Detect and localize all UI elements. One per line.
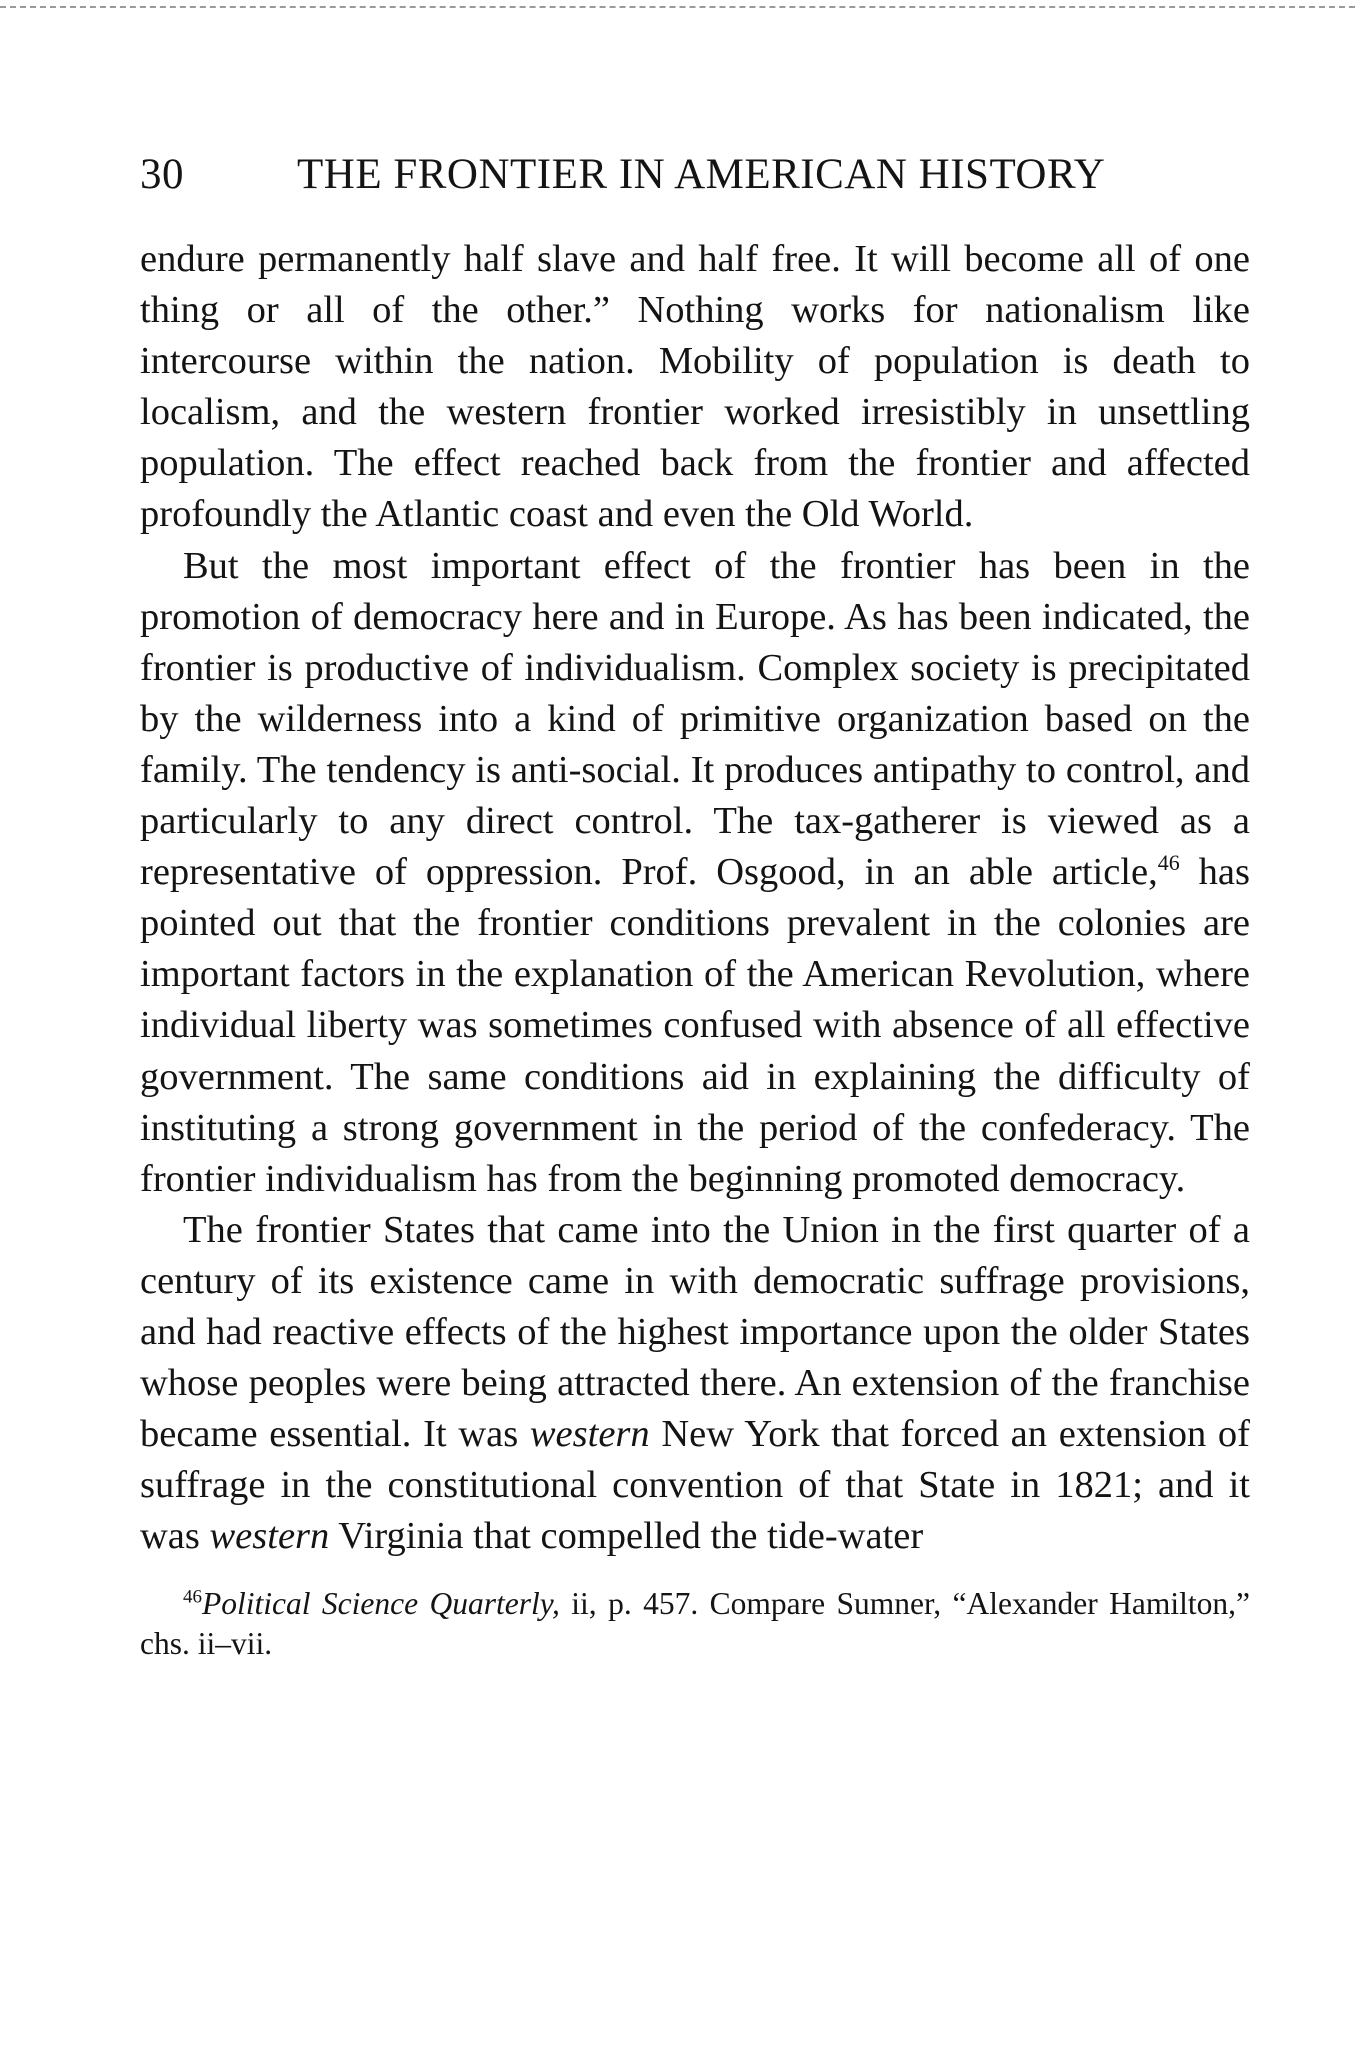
running-head: THE FRONTIER IN AMERICAN HISTORY: [297, 151, 1106, 198]
footnote-number: 46: [183, 1586, 202, 1608]
paragraph-3-text-a: The frontier States that came into the Union in the first quarter of a century of its existence came in with democratic suffrage provisions, and had reactive effects of the highest importance upon the older States whose peoples were being attracted there. An extension of the franchise became essential. It was: [140, 1208, 1250, 1456]
paragraph-3: [140, 1205, 1250, 1563]
footnote: [140, 1584, 1250, 1664]
book-page: [140, 140, 1250, 1664]
scan-top-edge: [0, 6, 1355, 8]
emphasis-western-1: western: [529, 1413, 650, 1456]
page-number: 30: [140, 151, 184, 198]
paragraph-3-text-b: New York that forced an extension of suffrage in the constitutional convention of that State in 1821; and it was: [140, 1413, 1250, 1558]
paragraph-1: endure permanently half slave and half free. It will become all of one thing or all of the other.” Nothing works for nationalism like intercourse within the nation. Mobility of population is death to localism, and the western frontier worked irresistibly in unsettling population. The effect reached back from the frontier and affected profoundly the Atlantic coast and even the Old World.: [140, 238, 1250, 536]
page-header: [140, 140, 1250, 210]
paragraph-2-text-b: has pointed out that the frontier conditions prevalent in the colonies are important factors in the explanation of the American Revolution, where individual liberty was sometimes confused with absence of all effective government. The same conditions aid in explaining the difficulty of instituting a strong government in the period of the confederacy. The frontier individualism has from the beginning promoted democracy.: [140, 851, 1251, 1200]
body-text: [140, 234, 1250, 1562]
paragraph-3-text-c: Virginia that compelled the tide-water: [329, 1515, 924, 1558]
footnote-text: ii, p. 457. Compare Sumner, “Alexander Hamilton,” chs. ii–vii.: [140, 1586, 1250, 1662]
paragraph-2-text-a: But the most important effect of the frontier has been in the promotion of democracy here and in Europe. As has been indicated, the frontier is productive of individualism. Complex society is precipitated by the wilderness into a kind of primitive organization based on the family. The tendency is anti-social. It produces antipathy to control, and particularly to any direct control. The tax-gatherer is viewed as a representative of oppression. Prof. Osgood, in an able article,: [140, 544, 1250, 894]
footnote-title: Political Science Quarterly,: [202, 1586, 560, 1622]
paragraph-2: [140, 541, 1250, 1205]
footnote-reference: 46: [1157, 850, 1180, 876]
emphasis-western-2: western: [209, 1515, 330, 1558]
